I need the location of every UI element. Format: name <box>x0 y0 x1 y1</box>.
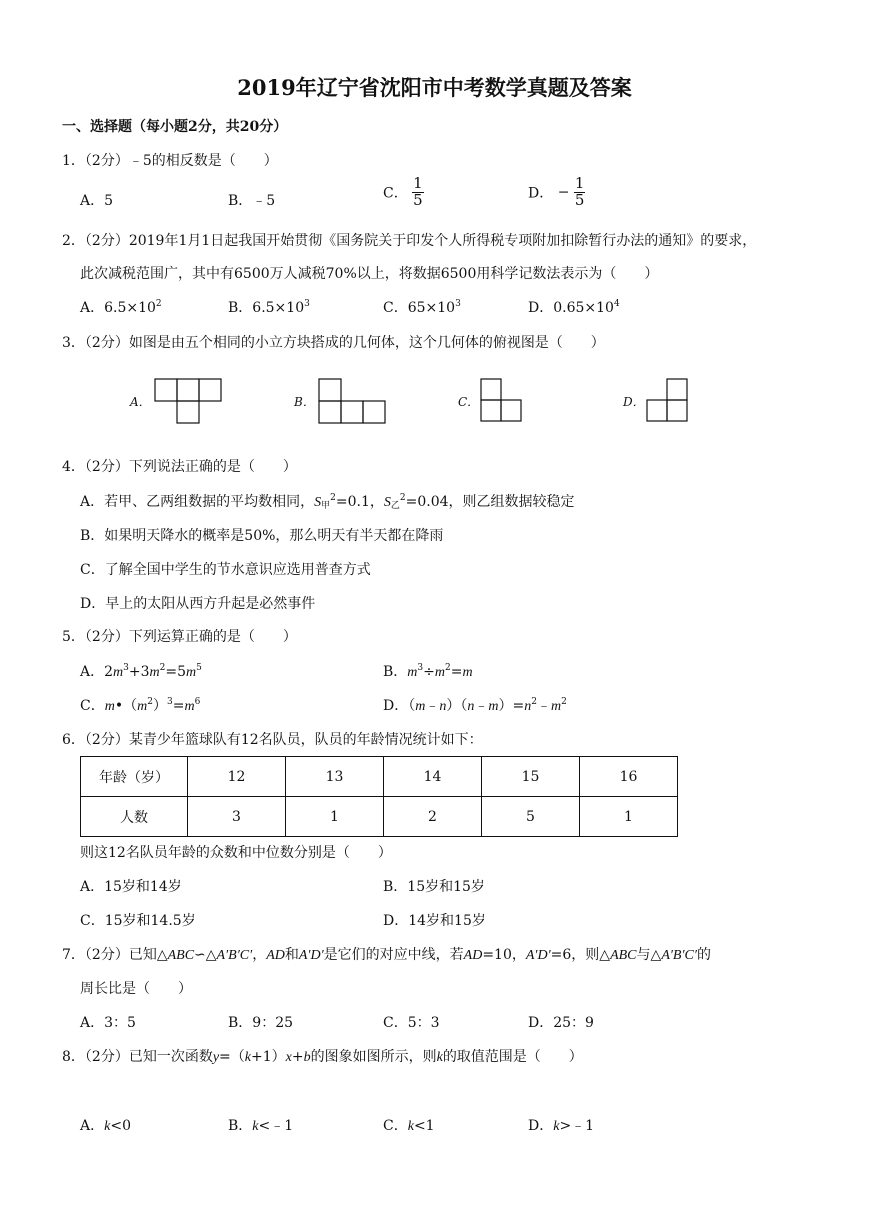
q4-option-c: C．了解全国中学生的节水意识应选用普查方式 <box>80 562 371 578</box>
q1-option-c: C． $\frac{1}{5}$ <box>383 174 423 209</box>
age-stats-table <box>80 756 678 837</box>
table-cell: 5 <box>482 797 580 837</box>
question-2-line-2: 此次减税范围广，其中有6500万人减税70%以上，将数据6500用科学记数法表示为（ ） <box>80 266 659 282</box>
q5-option-d: D．$(m﹣n)(n﹣m)=n^2﹣m^2$ <box>383 697 567 714</box>
q8-option-d: D．k>﹣1 <box>528 1118 595 1134</box>
q3-option-d-figure <box>646 378 694 426</box>
section-heading: 一、选择题（每小题2分，共20分） <box>62 119 288 135</box>
q2-option-c: C．$65\times 10^3$ <box>383 299 461 316</box>
question-1-stem: 1．（2分）﹣5的相反数是（ ） <box>62 153 278 169</box>
q4-option-b: B．如果明天降水的概率是50%，那么明天有半天都在降雨 <box>80 528 444 544</box>
q3-option-c-figure <box>480 378 528 426</box>
q7-option-d: D．25：9 <box>528 1015 594 1031</box>
q8-option-a: A．k<0 <box>80 1118 131 1134</box>
table-cell: 14 <box>384 757 482 797</box>
q8-option-b: B．k<﹣1 <box>228 1118 294 1134</box>
question-8-stem: 8．（2分）已知一次函数y=（k+1）x+b的图象如图所示，则k的取值范围是（ ） <box>62 1049 583 1065</box>
q1-option-d: D． − $\frac{1}{5}$ <box>528 174 585 209</box>
q7-option-c: C．5：3 <box>383 1015 440 1031</box>
question-6-ask: 则这12名队员年龄的众数和中位数分别是（ ） <box>80 845 392 861</box>
q1-option-a: A．5 <box>80 193 114 209</box>
table-cell: 1 <box>286 797 384 837</box>
q7-option-a: A．3：5 <box>80 1015 136 1031</box>
q8-option-c: C．k<1 <box>383 1118 435 1134</box>
question-6-stem: 6．（2分）某青少年篮球队有12名队员，队员的年龄情况统计如下： <box>62 732 483 748</box>
table-cell: 年龄（岁） <box>81 757 188 797</box>
q5-option-b: B．$m^3\div m^2=m$ <box>383 663 473 680</box>
table-cell: 2 <box>384 797 482 837</box>
q5-option-c: C．$m•(m^2)^3=m^6$ <box>80 697 201 714</box>
question-7-line-2: 周长比是（ ） <box>80 981 192 997</box>
question-5-stem: 5．（2分）下列运算正确的是（ ） <box>62 629 297 645</box>
q6-option-c: C．15岁和14.5岁 <box>80 913 196 929</box>
q3-option-a-label: A． <box>130 395 151 409</box>
q3-option-d-label: D． <box>623 395 645 409</box>
page-title: 2019年辽宁省沈阳市中考数学真题及答案 <box>237 75 632 100</box>
q6-option-a: A．15岁和14岁 <box>80 879 182 895</box>
fraction: $\frac{1}{5}$ <box>574 174 585 209</box>
fraction: $\frac{1}{5}$ <box>413 174 423 209</box>
question-2-line-1: 2．（2分）2019年1月1日起我国开始贯彻《国务院关于印发个人所得税专项附加扣除暂行办法的通知》的要求， <box>62 233 757 249</box>
q2-option-b: B．$6.5\times 10^3$ <box>228 299 310 316</box>
table-cell: 1 <box>580 797 678 837</box>
table-row <box>81 797 678 837</box>
table-cell: 3 <box>188 797 286 837</box>
table-cell: 13 <box>286 757 384 797</box>
question-4-stem: 4．（2分）下列说法正确的是（ ） <box>62 459 297 475</box>
q2-option-a: A．$6.5\times 10^2$ <box>80 299 162 316</box>
table-cell: 12 <box>188 757 286 797</box>
question-3-stem: 3．（2分）如图是由五个相同的小立方块搭成的几何体，这个几何体的俯视图是（ ） <box>62 335 605 351</box>
table-cell: 人数 <box>81 797 188 837</box>
table-row <box>81 757 678 797</box>
table-cell: 16 <box>580 757 678 797</box>
q6-option-b: B．15岁和15岁 <box>383 879 485 895</box>
table-cell: 15 <box>482 757 580 797</box>
q3-option-a-figure <box>154 378 226 426</box>
question-7-line-1: 7．（2分）已知△ABC∽△A′B′C′，AD和A′D′是它们的对应中线，若AD=10，A′D′=6，则△ABC与△A′B′C′的 <box>62 947 711 963</box>
q1-option-b: B．﹣5 <box>228 193 276 209</box>
q7-option-b: B．9：25 <box>228 1015 294 1031</box>
q2-option-d: D．$0.65\times 10^4$ <box>528 299 620 316</box>
q3-option-b-label: B． <box>294 395 315 409</box>
q5-option-a: A．$2m^3+3m^2=5m^5$ <box>80 663 202 680</box>
q3-option-c-label: C． <box>458 395 480 409</box>
q6-option-d: D．14岁和15岁 <box>383 913 486 929</box>
q4-option-a: A．若甲、乙两组数据的平均数相同，$S_甲^2=0.1$，$S_乙^2=0.04$，则乙组数据较稳定 <box>80 493 575 511</box>
q3-option-b-figure <box>318 378 390 426</box>
q4-option-d: D．早上的太阳从西方升起是必然事件 <box>80 596 316 612</box>
